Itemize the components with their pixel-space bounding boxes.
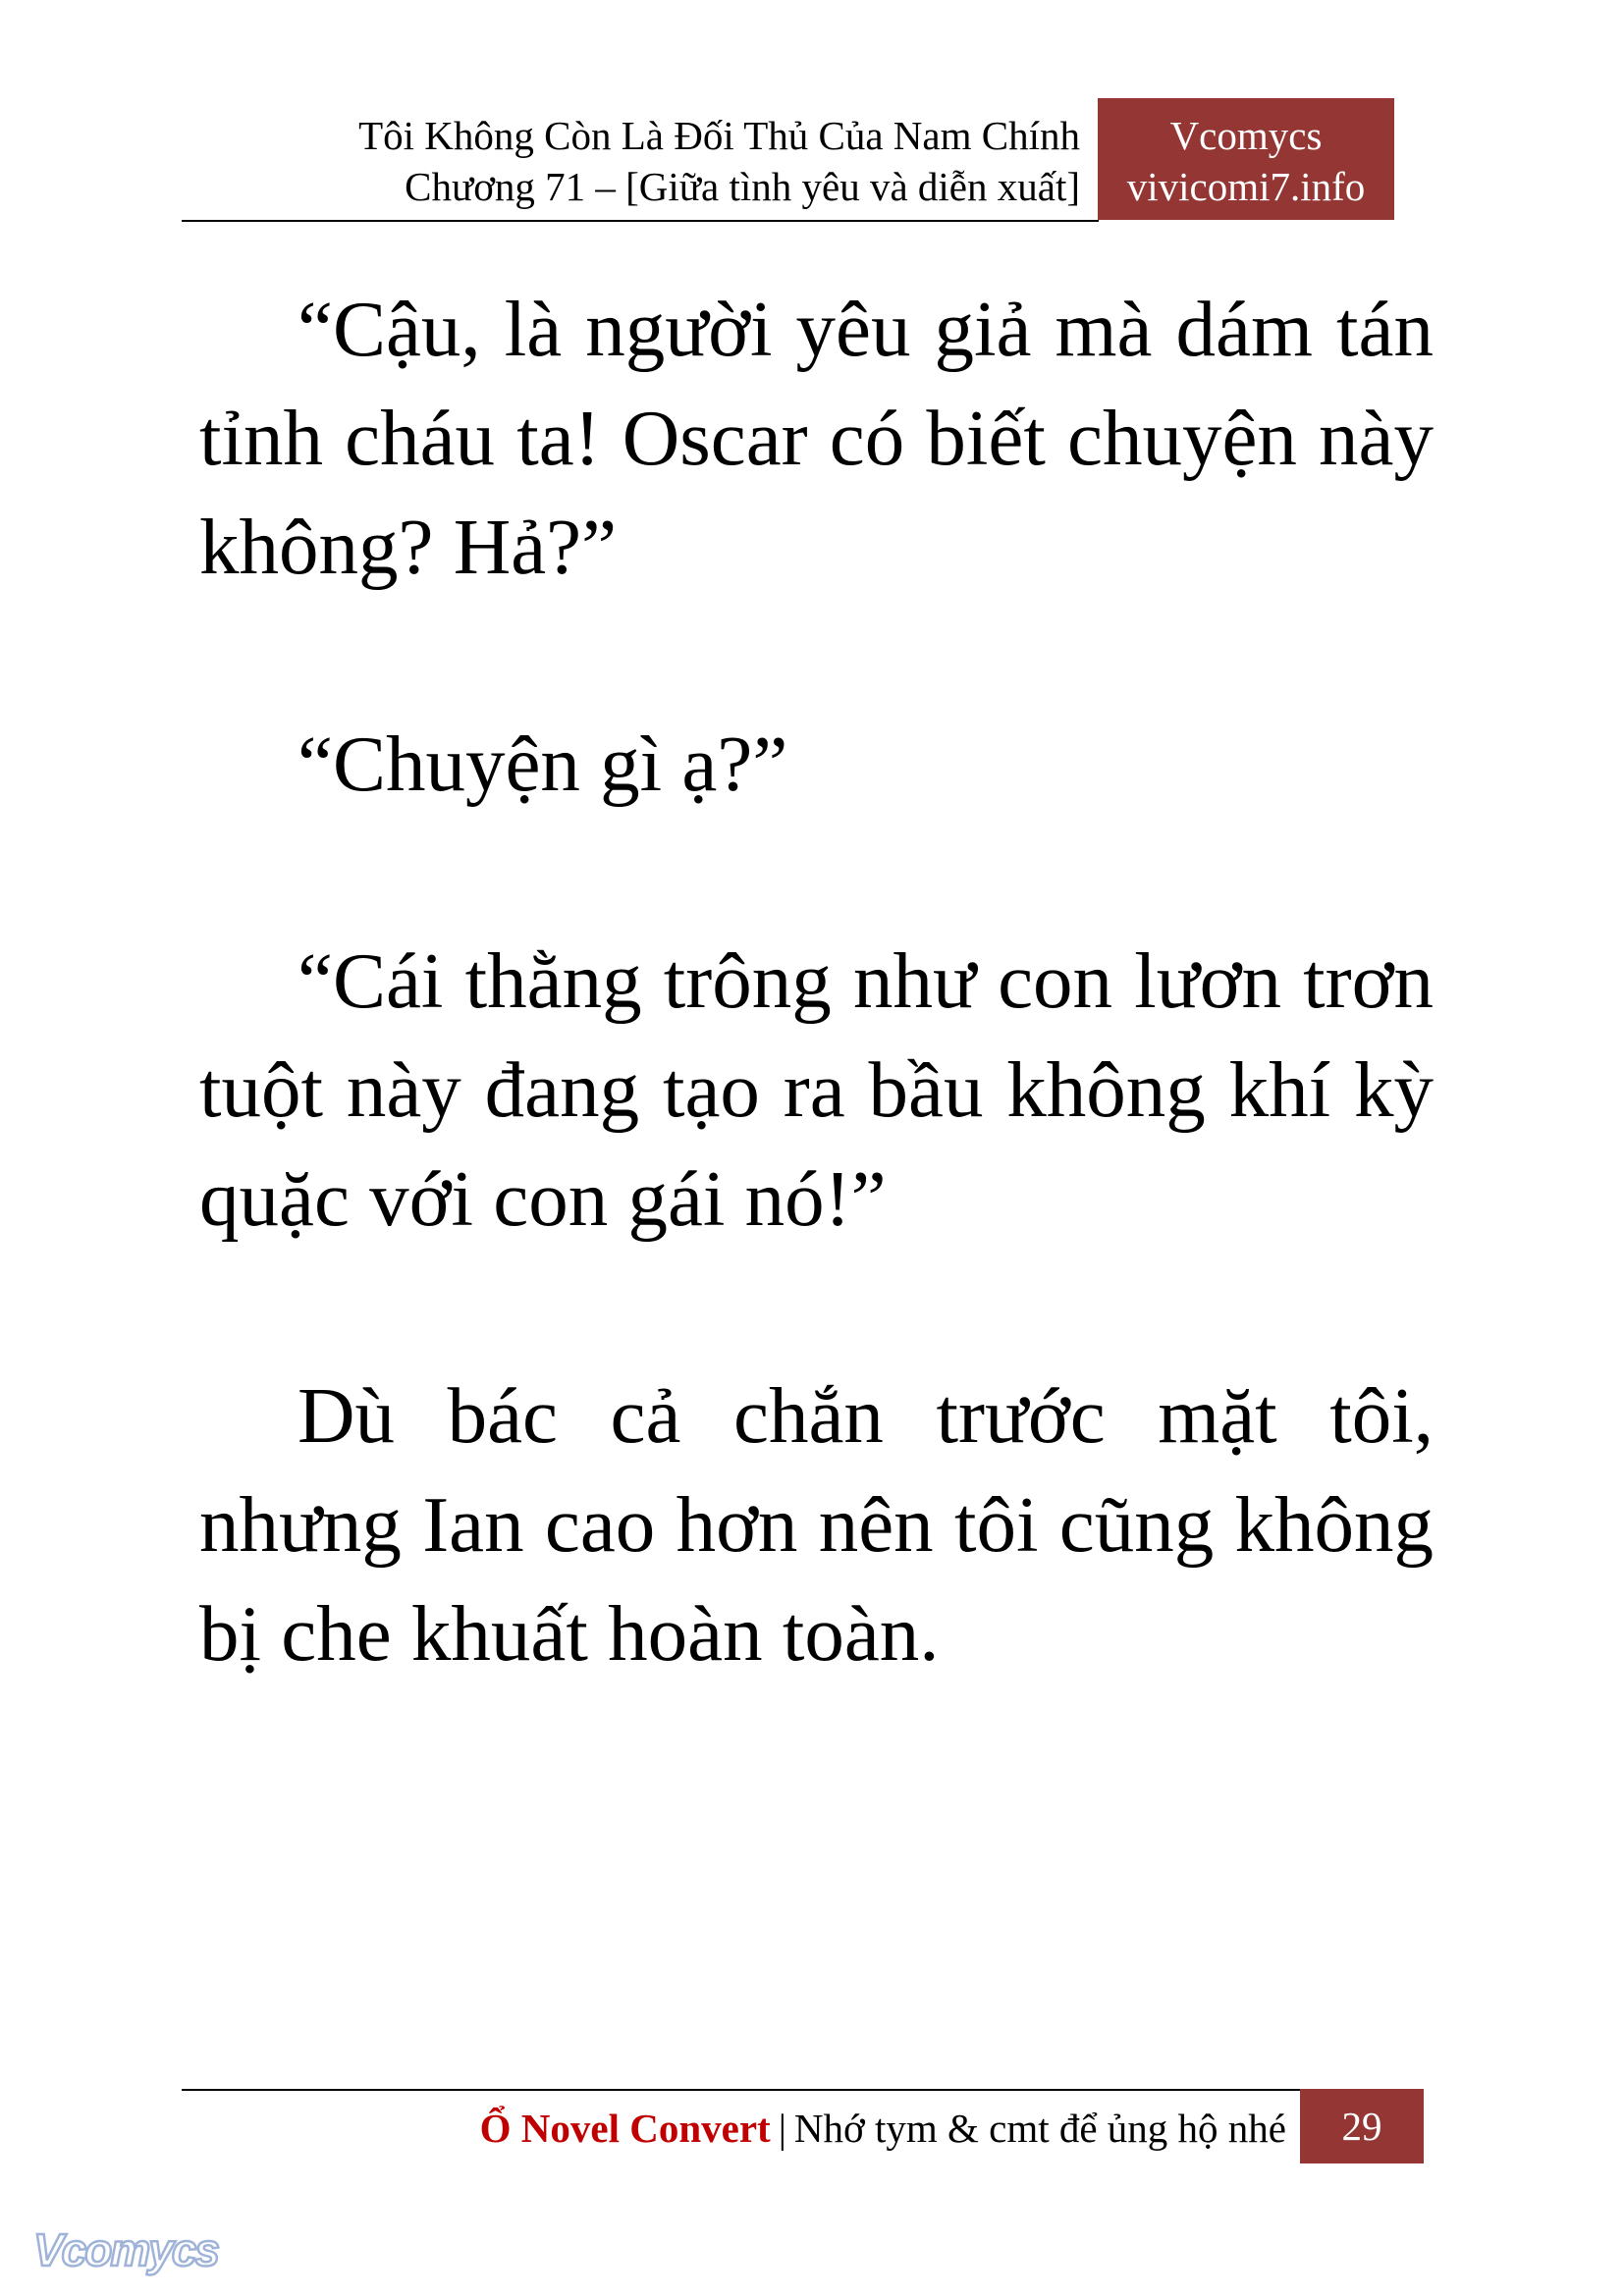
paragraph-1: “Cậu, là người yêu giả mà dám tán tỉnh cháu ta! Oscar có biết chuyện này không? Hả?”	[199, 285, 1434, 591]
svg-text:Vcomycs: Vcomycs	[33, 2224, 219, 2275]
paragraph-2: “Chuyện gì ạ?”	[298, 720, 788, 808]
footer-message: Nhớ tym & cmt để ủng hộ nhé	[793, 2106, 1286, 2151]
source-badge-name: Vcomycs	[1169, 113, 1323, 158]
vcomycs-logo	[29, 2220, 255, 2279]
page-header	[182, 98, 1394, 222]
page-number: 29	[1300, 2089, 1424, 2163]
paragraph-3: “Cái thằng trông như con lươn trơn tuột này đang tạo ra bầu không khí kỳ quặc với con gái nó!”	[199, 936, 1434, 1243]
paragraph-4: Dù bác cả chắn trước mặt tôi, nhưng Ian cao hơn nên tôi cũng không bị che khuất hoàn toàn.	[199, 1371, 1434, 1678]
page-footer	[182, 2089, 1424, 2163]
book-title: Tôi Không Còn Là Đối Thủ Của Nam Chính	[358, 113, 1080, 158]
footer-separator: |	[778, 2106, 786, 2151]
source-badge	[1098, 98, 1394, 220]
footer-text	[480, 2103, 1286, 2154]
chapter-body	[199, 275, 1434, 1688]
header-titles	[358, 110, 1080, 212]
chapter-title: Chương 71 – [Giữa tình yêu và diễn xuất]	[405, 164, 1080, 209]
footer-divider	[182, 2089, 1301, 2091]
footer-brand: Ổ Novel Convert	[479, 2106, 771, 2151]
header-divider	[182, 220, 1099, 222]
source-badge-url: vivicomi7.info	[1126, 164, 1366, 209]
